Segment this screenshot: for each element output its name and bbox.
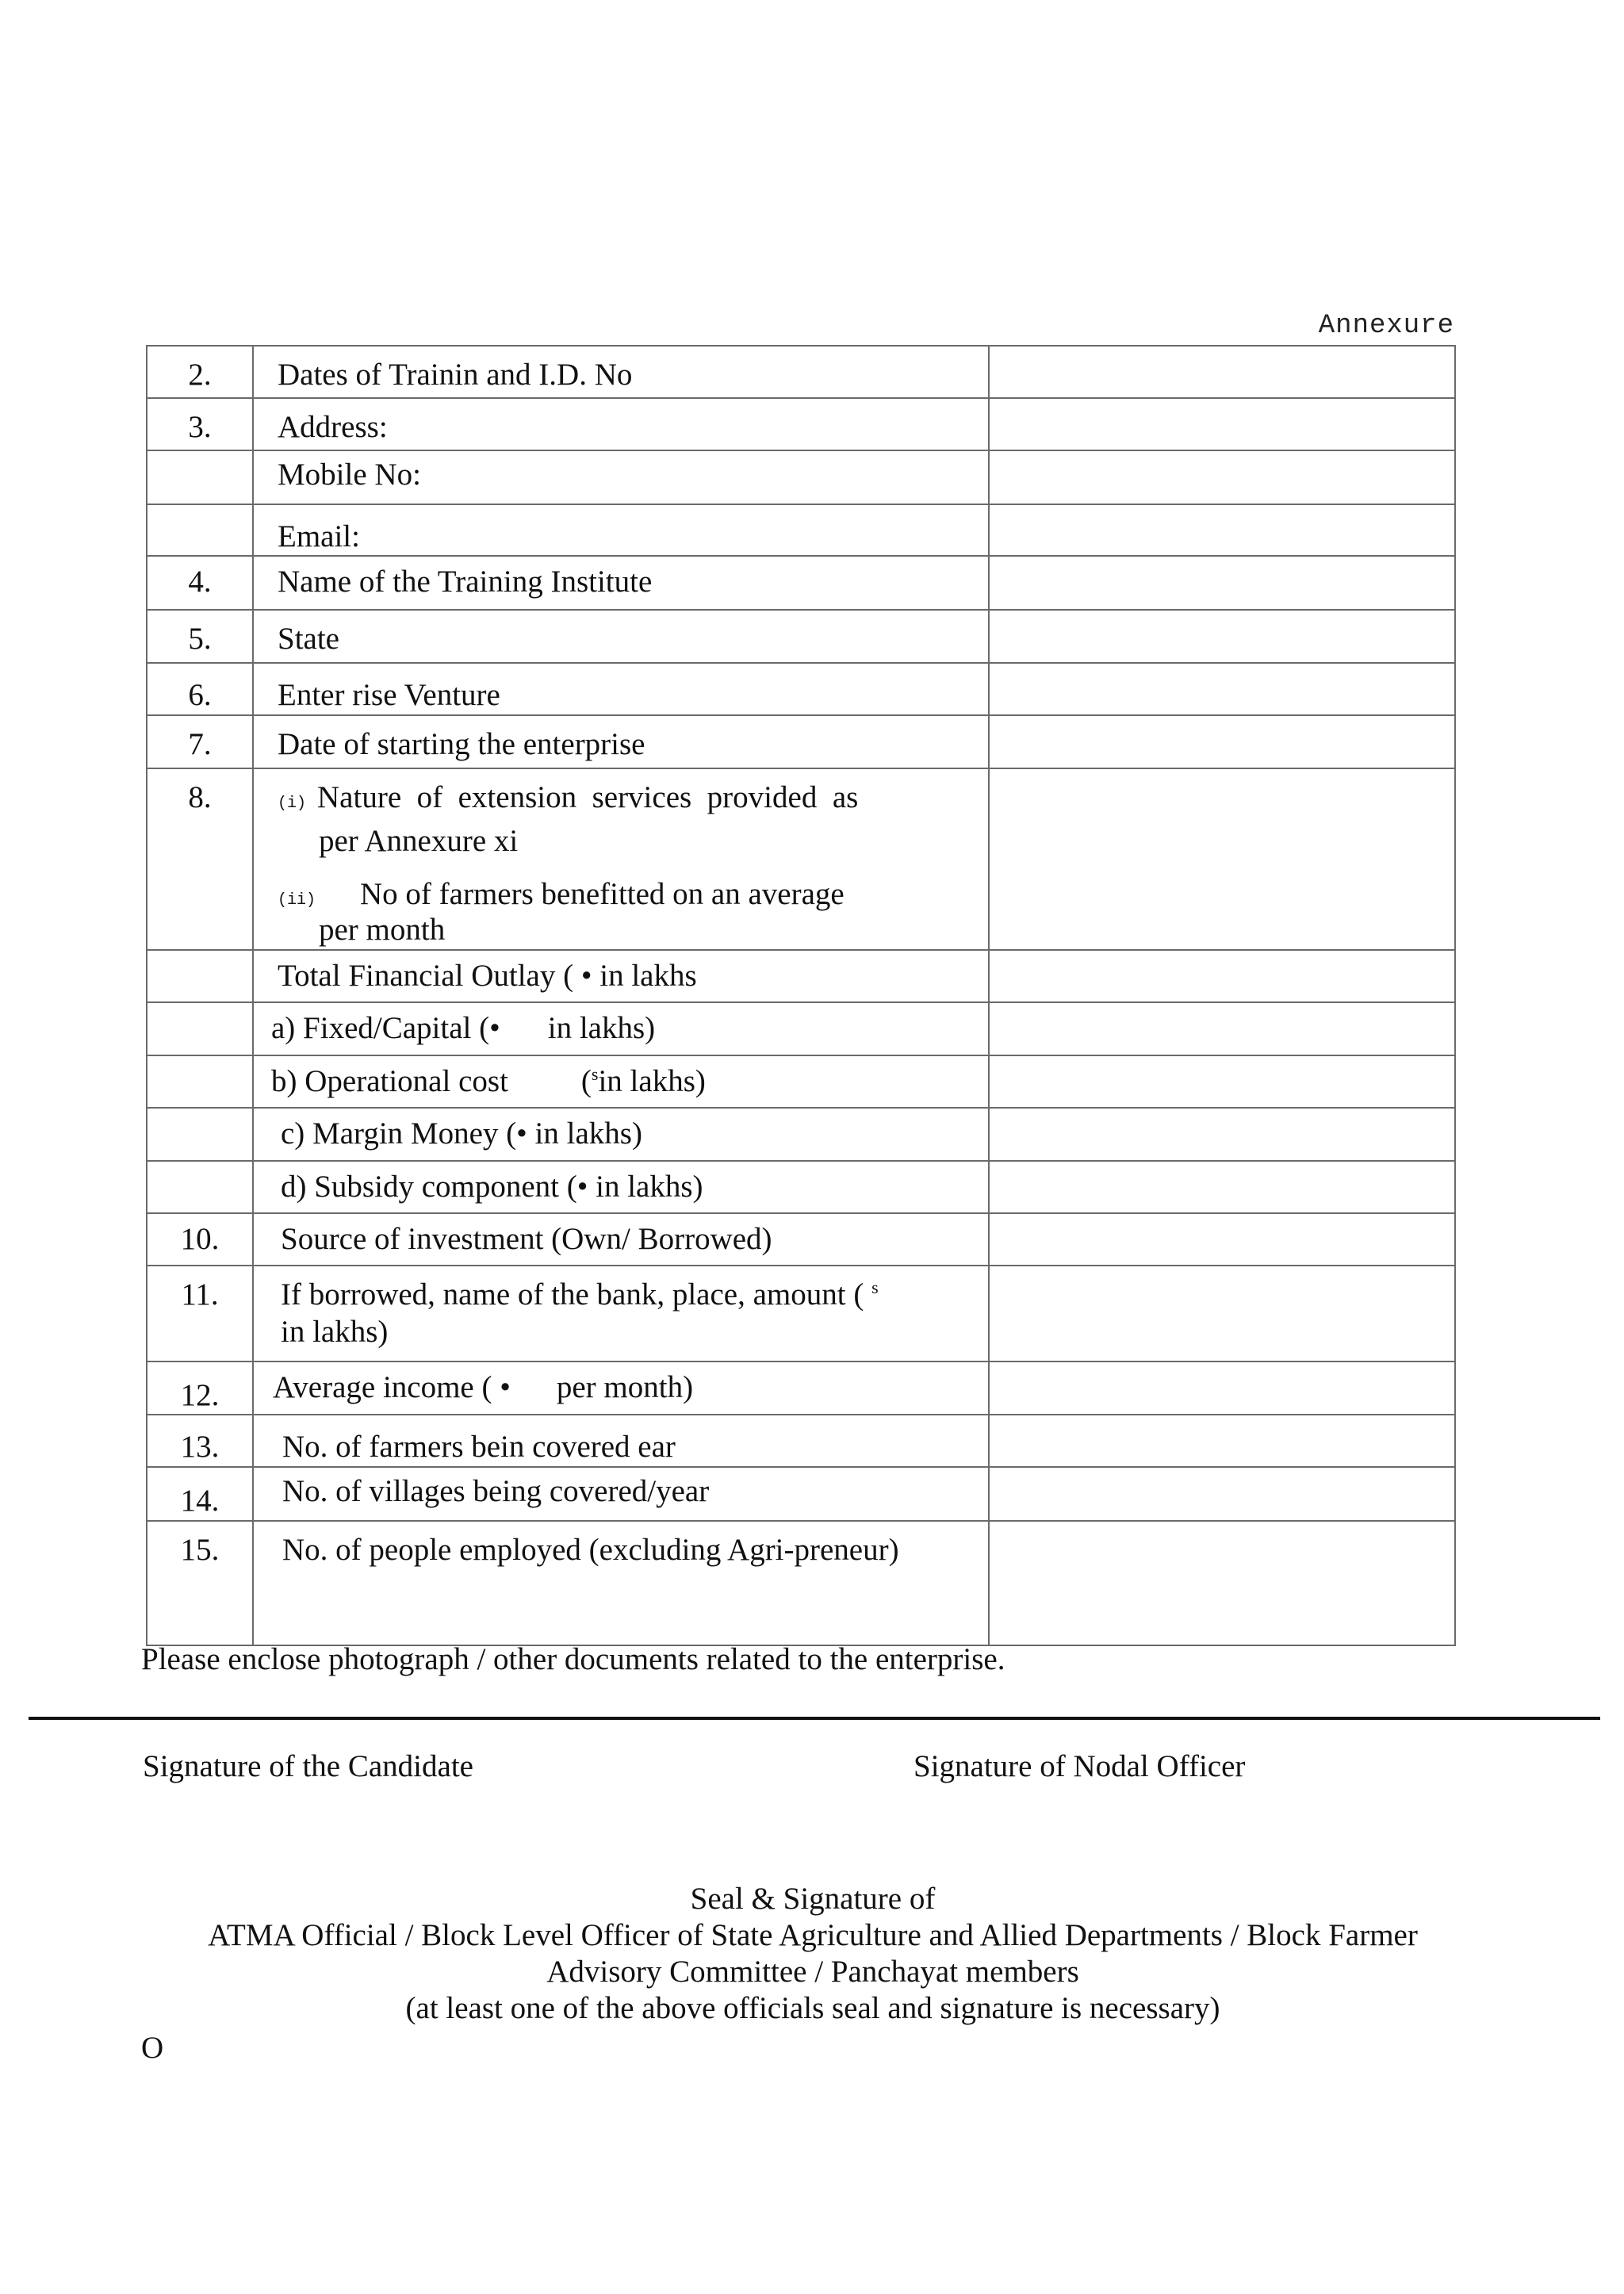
table-row <box>147 1108 1455 1161</box>
annexure-label: Annexure <box>1318 311 1454 341</box>
row-label-extension-services <box>253 768 989 950</box>
row-label: Enter rise Venture <box>253 663 989 715</box>
entry-field[interactable] <box>989 1002 1455 1055</box>
nodal-officer-signature-label: Signature of Nodal Officer <box>914 1749 1246 1783</box>
row-label: No. of people employed (excluding Agri-preneur) <box>253 1521 989 1645</box>
row-label-text: in lakhs) <box>281 1314 389 1349</box>
row-label-text: in lakhs) <box>598 1064 706 1098</box>
row-number: 12. <box>147 1361 253 1415</box>
row-label: Email: <box>253 504 989 556</box>
table-row <box>147 556 1455 610</box>
row-label: No. of villages being covered/year <box>253 1467 989 1521</box>
entry-field[interactable] <box>989 1055 1455 1108</box>
row-number: 6. <box>147 663 253 715</box>
sub-item-text: per month <box>319 912 446 947</box>
sub-item-text: No of farmers benefitted on an average <box>360 876 845 911</box>
seal-line: (at least one of the above officials seal and signature is necessary) <box>405 1991 1220 2025</box>
row-label-text: b) Operational cost <box>271 1064 508 1098</box>
divider <box>29 1717 1600 1720</box>
entry-field[interactable] <box>989 398 1455 450</box>
row-label-text: in lakhs) <box>547 1011 656 1045</box>
row-number <box>147 950 253 1002</box>
row-label: If borrowed, name of the bank, place, amount ( $^s$ in lakhs) <box>253 1266 989 1361</box>
entry-field[interactable] <box>989 504 1455 556</box>
seal-line: ATMA Official / Block Level Officer of State Agriculture and Allied Departments / Block Farmer <box>208 1918 1418 1952</box>
row-number <box>147 450 253 504</box>
enclosure-note: Please enclose photograph / other documents related to the enterprise. <box>141 1642 1005 1676</box>
entry-field[interactable] <box>989 950 1455 1002</box>
row-label-text: per month) <box>556 1370 694 1404</box>
table-row <box>147 1361 1455 1415</box>
application-form-table <box>146 345 1456 1646</box>
row-label-text: Average income ( • <box>273 1370 511 1404</box>
table-row <box>147 1415 1455 1467</box>
row-label: b) Operational cost ($^s$in lakhs) <box>253 1055 989 1108</box>
entry-field[interactable] <box>989 1467 1455 1521</box>
row-label-text: If borrowed, name of the bank, place, amount ( <box>281 1277 864 1312</box>
table-row <box>147 610 1455 663</box>
row-label-text: a) Fixed/Capital (• <box>271 1011 500 1045</box>
row-label: Source of investment (Own/ Borrowed) <box>253 1213 989 1266</box>
entry-field[interactable] <box>989 1361 1455 1415</box>
row-label: State <box>253 610 989 663</box>
table-row <box>147 715 1455 768</box>
entry-field[interactable] <box>989 768 1455 950</box>
entry-field[interactable] <box>989 450 1455 504</box>
seal-line: Advisory Committee / Panchayat members <box>546 1955 1079 1989</box>
row-number: 8. <box>147 768 253 950</box>
row-number: 5. <box>147 610 253 663</box>
table-row <box>147 1467 1455 1521</box>
seal-signature-block <box>111 1881 1515 2027</box>
footer-mark: O <box>141 2031 164 2065</box>
row-label: Total Financial Outlay ( • in lakhs <box>253 950 989 1002</box>
row-number: 14. <box>147 1467 253 1521</box>
row-number <box>147 1108 253 1161</box>
entry-field[interactable] <box>989 715 1455 768</box>
entry-field[interactable] <box>989 1213 1455 1266</box>
row-number: 2. <box>147 346 253 398</box>
table-row <box>147 1002 1455 1055</box>
row-number <box>147 1002 253 1055</box>
row-number: 4. <box>147 556 253 610</box>
sub-item-text: Nature of extension services provided as <box>317 780 859 814</box>
sub-item-marker: (ii) <box>278 890 316 910</box>
table-row <box>147 1055 1455 1108</box>
sub-item-text: per Annexure xi <box>319 823 519 858</box>
row-label: Address: <box>253 398 989 450</box>
row-number: 3. <box>147 398 253 450</box>
entry-field[interactable] <box>989 346 1455 398</box>
row-label: d) Subsidy component (• in lakhs) <box>253 1161 989 1213</box>
row-number <box>147 1161 253 1213</box>
sub-item-marker: (i) <box>278 795 307 813</box>
row-number: 11. <box>147 1266 253 1361</box>
row-label <box>253 1002 989 1055</box>
row-number <box>147 504 253 556</box>
table-row <box>147 450 1455 504</box>
entry-field[interactable] <box>989 610 1455 663</box>
table-row <box>147 768 1455 950</box>
table-row <box>147 1266 1455 1361</box>
table-row <box>147 950 1455 1002</box>
row-number <box>147 1055 253 1108</box>
row-label: Date of starting the enterprise <box>253 715 989 768</box>
row-number: 10. <box>147 1213 253 1266</box>
table-row <box>147 398 1455 450</box>
row-label: Dates of Trainin and I.D. No <box>253 346 989 398</box>
entry-field[interactable] <box>989 1521 1455 1645</box>
seal-line: Seal & Signature of <box>690 1882 936 1916</box>
table-row <box>147 1213 1455 1266</box>
entry-field[interactable] <box>989 556 1455 610</box>
table-row <box>147 346 1455 398</box>
candidate-signature-label: Signature of the Candidate <box>143 1749 473 1783</box>
table-row <box>147 1161 1455 1213</box>
row-label: No. of farmers bein covered ear <box>253 1415 989 1467</box>
entry-field[interactable] <box>989 1415 1455 1467</box>
entry-field[interactable] <box>989 1161 1455 1213</box>
table-row <box>147 663 1455 715</box>
entry-field[interactable] <box>989 663 1455 715</box>
row-number: 7. <box>147 715 253 768</box>
row-label: Mobile No: <box>253 450 989 504</box>
row-label: c) Margin Money (• in lakhs) <box>253 1108 989 1161</box>
table-row <box>147 1521 1455 1645</box>
table-row <box>147 504 1455 556</box>
row-number: 13. <box>147 1415 253 1467</box>
row-label <box>253 1361 989 1415</box>
entry-field[interactable] <box>989 1266 1455 1361</box>
entry-field[interactable] <box>989 1108 1455 1161</box>
row-label: Name of the Training Institute <box>253 556 989 610</box>
row-number: 15. <box>147 1521 253 1645</box>
